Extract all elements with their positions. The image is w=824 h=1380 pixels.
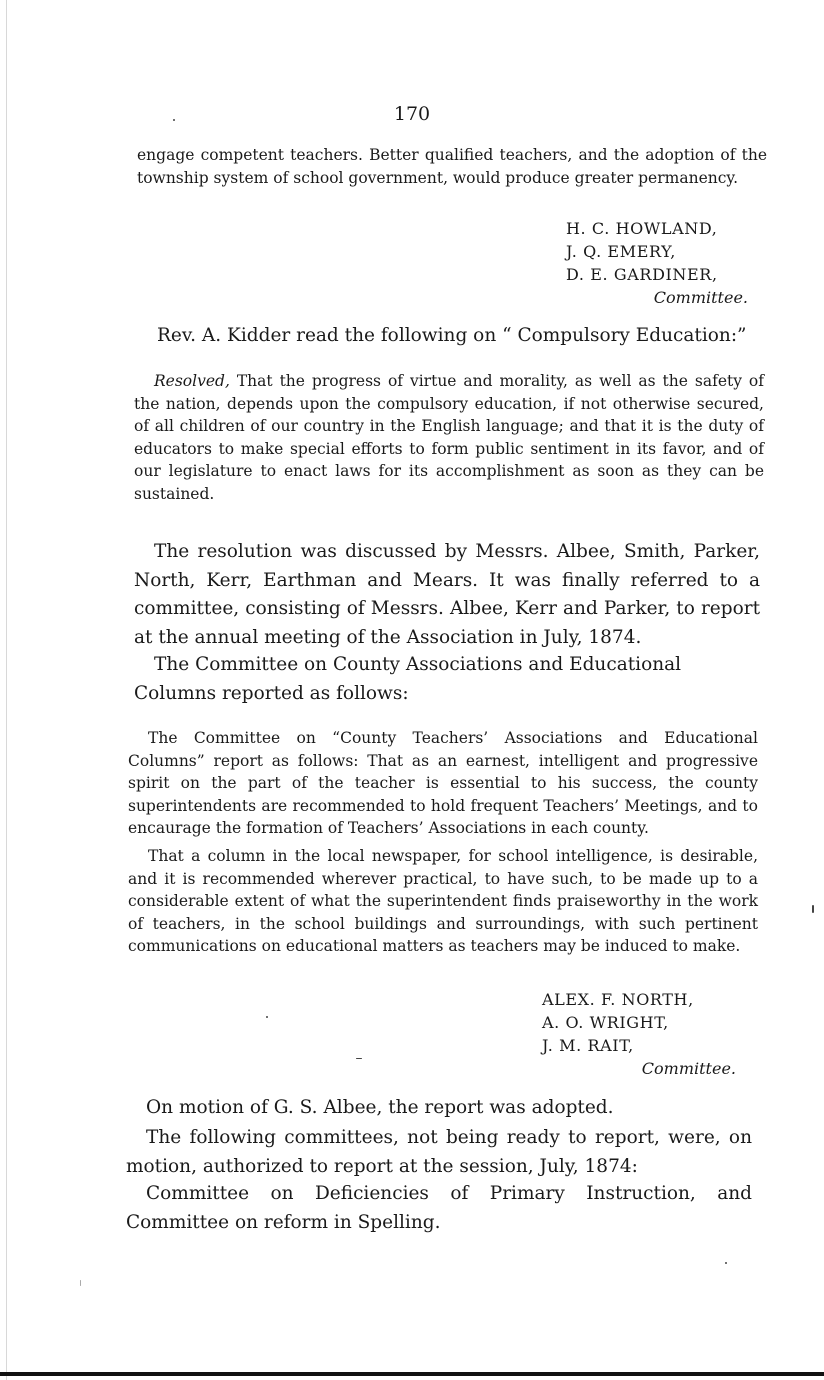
report-paragraph-2: That a column in the local newspaper, for school intelligence, is desirable, and it is recommended wherever practical, to have such, to be made up to a considerable extent of what the superintendent finds praiseworthy in the work of teachers, in the school buildings and surroundings, with such pertinent communications on educational matters as teachers may be induced to make. [128,847,758,956]
scan-speck [812,905,814,913]
signatory-name: H. C. HOWLAND, [566,219,718,238]
committee-1-signature [566,217,766,309]
signatory-name: A. O. WRIGHT, [542,1013,669,1032]
committee-role: Committee. [653,288,748,307]
scan-speck [725,1262,727,1264]
kidder-intro-paragraph: Rev. A. Kidder read the following on “ Compulsory Education:” [157,325,747,346]
page-edge-shadow [6,0,7,1380]
page-bottom-edge [0,1372,824,1376]
pending-committees-paragraph: The following committees, not being ready to report, were, on motion, authorized to report at the session, July, 1874: [126,1127,752,1177]
signatory-name: ALEX. F. NORTH, [542,990,694,1009]
signatory-name: J. Q. EMERY, [566,242,676,261]
signatory-name: D. E. GARDINER, [566,265,718,284]
report-paragraph-1: The Committee on “County Teachers’ Associations and Educational Columns” report as follows: That as an earnest, intelligent and progressive spirit on the part of the teacher is essential to his success, the county superintendents are recommended to hold frequent Teachers’ Meetings, and to encaurage the formation of Teachers’ Associations in each county. [128,729,758,838]
scan-speck [173,119,175,121]
committee-2-signature [542,988,742,1080]
motion-paragraph: On motion of G. S. Albee, the report was adopted. [146,1097,614,1118]
committee-role: Committee. [641,1059,736,1078]
discussion-paragraph: The resolution was discussed by Messrs. Albee, Smith, Parker, North, Kerr, Earthman and Mears. It was finally referred to a committee, consisting of Messrs. Albee, Kerr and Parker, to report at the annual meeting of the Association in July, 1874. [134,541,760,648]
signatory-name: J. M. RAIT, [542,1036,634,1055]
scan-speck [266,1016,268,1018]
resolved-lead: Resolved, [154,372,230,390]
scan-speck [80,1280,81,1286]
committee-report-intro: The Committee on County Associations and Educational Columns reported as follows: [134,654,682,704]
continuation-paragraph: engage competent teachers. Better qualified teachers, and the adoption of the township system of school government, would produce greater permanency. [137,146,767,187]
resolution-paragraph [134,370,764,506]
page-number: 170 [393,103,431,125]
scan-speck [356,1058,362,1059]
committee-list-paragraph: Committee on Deficiencies of Primary Instruction, and Committee on reform in Spelling. [126,1183,752,1233]
resolution-text: That the progress of virtue and morality, as well as the safety of the nation, depends upon the compulsory education, if not otherwise secured, of all children of our country in the English language; and that it is the duty of educators to make special efforts to form public sentiment in its favor, and of our legislature to enact laws for its accomplishment as soon as they can be sustained. [134,372,764,503]
